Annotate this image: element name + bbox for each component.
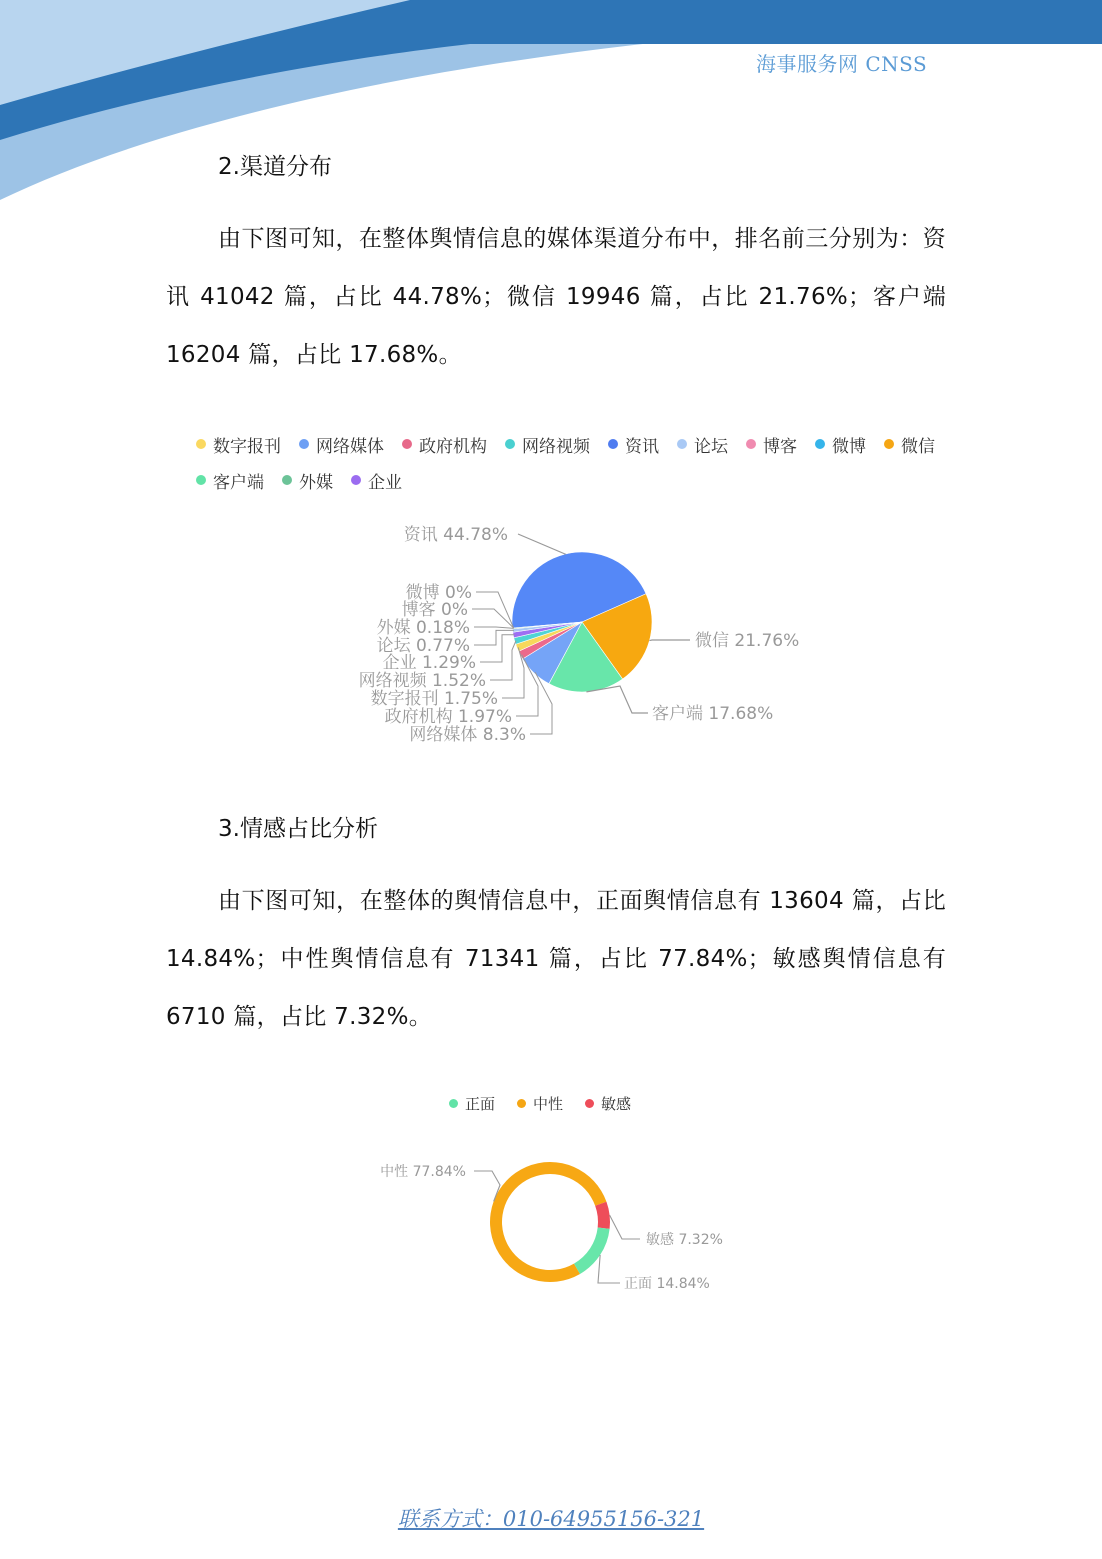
sentiment-legend-label: 中性 (532, 1094, 563, 1113)
sentiment-label-line (598, 1255, 620, 1283)
channel-legend-label: 微信 (901, 436, 935, 457)
site-name: 海事服务网 CNSS (756, 52, 928, 76)
channel-label-line (472, 609, 514, 628)
channel-label-line (474, 627, 514, 628)
channel-label-line (480, 635, 515, 662)
channel-legend-item[interactable] (505, 431, 590, 457)
sentiment-slice-label: 正面 14.84% (624, 1276, 710, 1292)
channel-label-line (586, 686, 648, 713)
channel-legend-item[interactable] (299, 431, 384, 457)
sentiment-legend-item[interactable] (585, 1090, 631, 1116)
channel-legend-label: 政府机构 (419, 436, 487, 457)
header-banner (0, 0, 1102, 210)
channel-legend-dot (196, 439, 206, 449)
footer-contact: 联系方式：010-64955156-321 (397, 1507, 705, 1531)
channel-label-line (490, 641, 516, 680)
channel-legend-dot (746, 439, 756, 449)
channel-legend-label: 客户端 (213, 472, 264, 493)
channel-legend-dot (196, 475, 206, 485)
channel-legend-item[interactable] (608, 431, 659, 457)
channel-legend-item[interactable] (282, 467, 333, 493)
sentiment-legend-dot (585, 1099, 594, 1108)
channel-legend (196, 431, 996, 493)
sentiment-legend-item[interactable] (517, 1090, 563, 1116)
channel-legend-item[interactable] (815, 431, 866, 457)
channel-legend-label: 外媒 (299, 472, 333, 493)
channel-slice-label: 客户端 17.68% (652, 704, 774, 724)
channel-legend-dot (815, 439, 825, 449)
channel-legend-label: 论坛 (694, 436, 728, 457)
channel-legend-label: 网络媒体 (316, 436, 384, 457)
channel-legend-dot (608, 439, 618, 449)
channel-legend-dot (282, 475, 292, 485)
channel-slice-label: 网络视频 1.52% (358, 671, 486, 691)
sentiment-label-line (610, 1215, 640, 1239)
channel-slice-label: 数字报刊 1.75% (370, 689, 498, 709)
channel-legend-item[interactable] (677, 431, 728, 457)
sentiment-donut-chart (0, 1140, 1102, 1340)
sentiment-slice-label: 中性 77.84% (380, 1164, 466, 1180)
channel-legend-item[interactable] (196, 431, 281, 457)
channel-label-line (518, 534, 565, 554)
channel-legend-label: 资讯 (625, 436, 659, 457)
channel-slice-label: 微博 0% (405, 583, 472, 603)
channel-legend-item[interactable] (746, 431, 797, 457)
channel-pie-chart (0, 510, 1102, 770)
channel-legend-label: 博客 (763, 436, 797, 457)
channel-slice-label: 网络媒体 8.3% (409, 725, 526, 745)
channel-slice-label: 博客 0% (401, 600, 468, 620)
channel-legend-dot (677, 439, 687, 449)
channel-slice-label: 外媒 0.18% (376, 618, 470, 638)
channel-label-line (649, 640, 690, 641)
sentiment-legend-label: 正面 (464, 1094, 495, 1113)
sentiment-legend-item[interactable] (449, 1090, 495, 1116)
section-heading-sentiment: 3.情感占比分析 (218, 816, 378, 842)
channel-legend-item[interactable] (196, 467, 264, 493)
sentiment-donut-slice[interactable] (595, 1202, 610, 1229)
channel-label-line (474, 630, 514, 645)
sentiment-legend-dot (517, 1099, 526, 1108)
channel-legend-dot (299, 439, 309, 449)
section-heading-channel: 2.渠道分布 (218, 154, 332, 180)
channel-slice-label: 微信 21.76% (695, 631, 800, 651)
channel-legend-item[interactable] (884, 431, 935, 457)
channel-legend-label: 网络视频 (522, 436, 590, 457)
sentiment-donut-slice[interactable] (574, 1227, 610, 1273)
channel-legend-label: 数字报刊 (213, 436, 281, 457)
channel-legend-dot (402, 439, 412, 449)
channel-legend-dot (884, 439, 894, 449)
channel-legend-dot (351, 475, 361, 485)
channel-legend-item[interactable] (351, 467, 402, 493)
channel-label-line (502, 647, 524, 698)
channel-slice-label: 企业 1.29% (382, 653, 476, 673)
channel-legend-label: 企业 (368, 472, 402, 493)
sentiment-legend-label: 敏感 (601, 1094, 632, 1113)
paragraph-sentiment: 由下图可知，在整体的舆情信息中，正面舆情信息有 13604 篇，占比 14.84%；中性舆情信息有 71341 篇，占比 77.84%；敏感舆情信息有 6710 篇，占比 7.32%。 (166, 888, 946, 1030)
channel-slice-label: 政府机构 1.97% (384, 707, 512, 727)
sentiment-legend-dot (449, 1099, 458, 1108)
channel-slice-label: 资讯 44.78% (403, 525, 508, 545)
channel-legend-item[interactable] (402, 431, 487, 457)
paragraph-channel: 由下图可知，在整体舆情信息的媒体渠道分布中，排名前三分别为：资讯 41042 篇，占比 44.78%；微信 19946 篇，占比 21.76%；客户端 16204 篇，占比 17.68%。 (166, 226, 946, 368)
channel-legend-dot (505, 439, 515, 449)
sentiment-slice-label: 敏感 7.32% (646, 1232, 723, 1248)
channel-legend-label: 微博 (832, 436, 866, 457)
channel-slice-label: 论坛 0.77% (376, 636, 470, 656)
sentiment-legend (0, 1090, 1102, 1116)
